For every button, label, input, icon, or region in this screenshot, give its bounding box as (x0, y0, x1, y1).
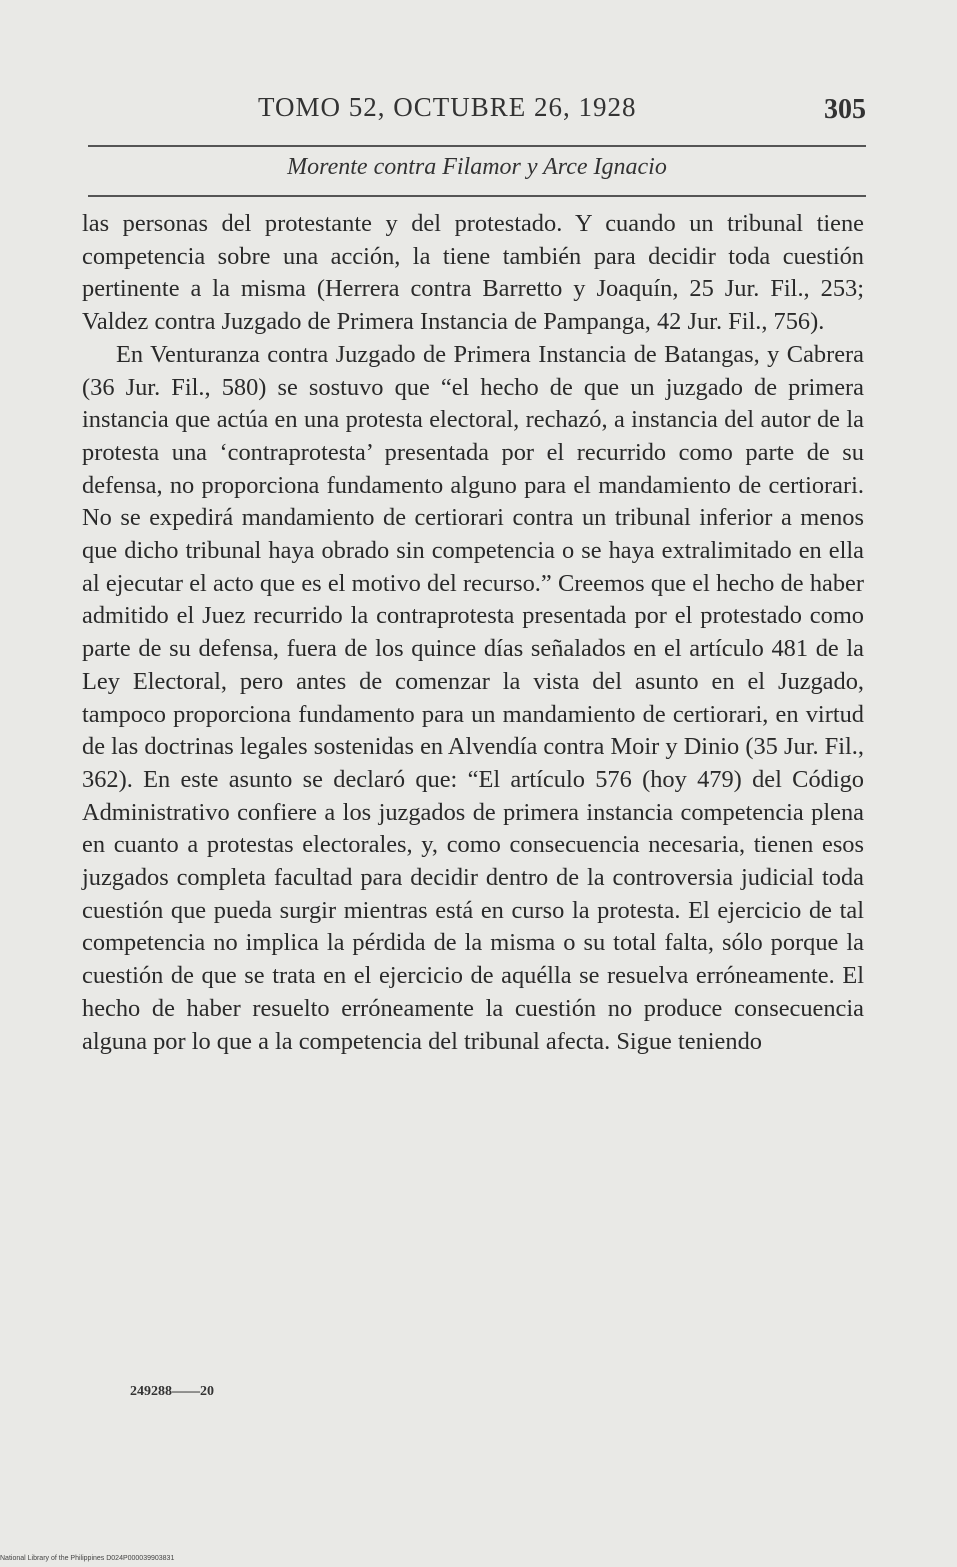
printer-mark: 249288——20 (130, 1384, 214, 1399)
paragraph-2: En Venturanza contra Juzgado de Primera Instancia de Batangas, y Cabrera (36 Jur. Fil., 580) se sostuvo que “el hecho de que un juzgado de primera instancia que actúa en una protesta electoral, rechazó, a instancia del autor de la protesta una ‘contraprotesta’ presentada por el recurrido como parte de su defensa, no proporciona fundamento alguno para el mandamiento de certiorari. No se expedirá mandamiento de certiorari contra un tribunal inferior a menos que dicho tribunal haya obrado sin competencia o se haya extralimitado en ella al ejecutar el acto que es el motivo del recurso.” Creemos que el hecho de haber admitido el Juez recurrido la contraprotesta presentada por el protestado como parte de su defensa, fuera de los quince días señalados en el artículo 481 de la Ley Electoral, pero antes de comenzar la vista del asunto en el Juzgado, tampoco proporciona fundamento para un mandamiento de certiorari, en virtud de las doctrinas legales sostenidas en Alvendía contra Moir y Dinio (35 Jur. Fil., 362). En este asunto se declaró que: “El artículo 576 (hoy 479) del Código Administrativo confiere a los juzgados de primera instancia competencia plena en cuanto a protestas electorales, y, como consecuencia necesaria, tienen esos juzgados completa facultad para decidir dentro de la controversia judicial toda cuestión que pueda surgir mientras está en curso la protesta. El ejercicio de tal competencia no implica la pérdida de la misma o su total falta, sólo porque la cuestión de que se trata en el ejercicio de aquélla se resuelva erróneamente. El hecho de haber resuelto erróneamente la cuestión no produce consecuencia alguna por lo que a la competencia del tribunal afecta. Sigue teniendo (82, 340, 864, 1055)
volume-date-heading: TOMO 52, OCTUBRE 26, 1928 (258, 92, 637, 122)
paragraph-1: las personas del protestante y del protestado. Y cuando un tribunal tiene competencia sobre una acción, la tiene también para decidir toda cuestión pertinente a la misma (Herrera contra Barretto y Joaquín, 25 Jur. Fil., 253; Valdez contra Juzgado de Primera Instancia de Pampanga, 42 Jur. Fil., 756). (82, 210, 864, 336)
page-number: 305 (824, 94, 866, 125)
header-rule-top (88, 145, 866, 147)
library-credit: National Library of the Philippines D024P000039903831 (0, 1555, 175, 1562)
case-running-title: Morente contra Filamor y Arce Ignacio (287, 154, 667, 180)
page-header (88, 92, 866, 132)
body-text (82, 208, 864, 1058)
header-rule-bottom (88, 195, 866, 197)
